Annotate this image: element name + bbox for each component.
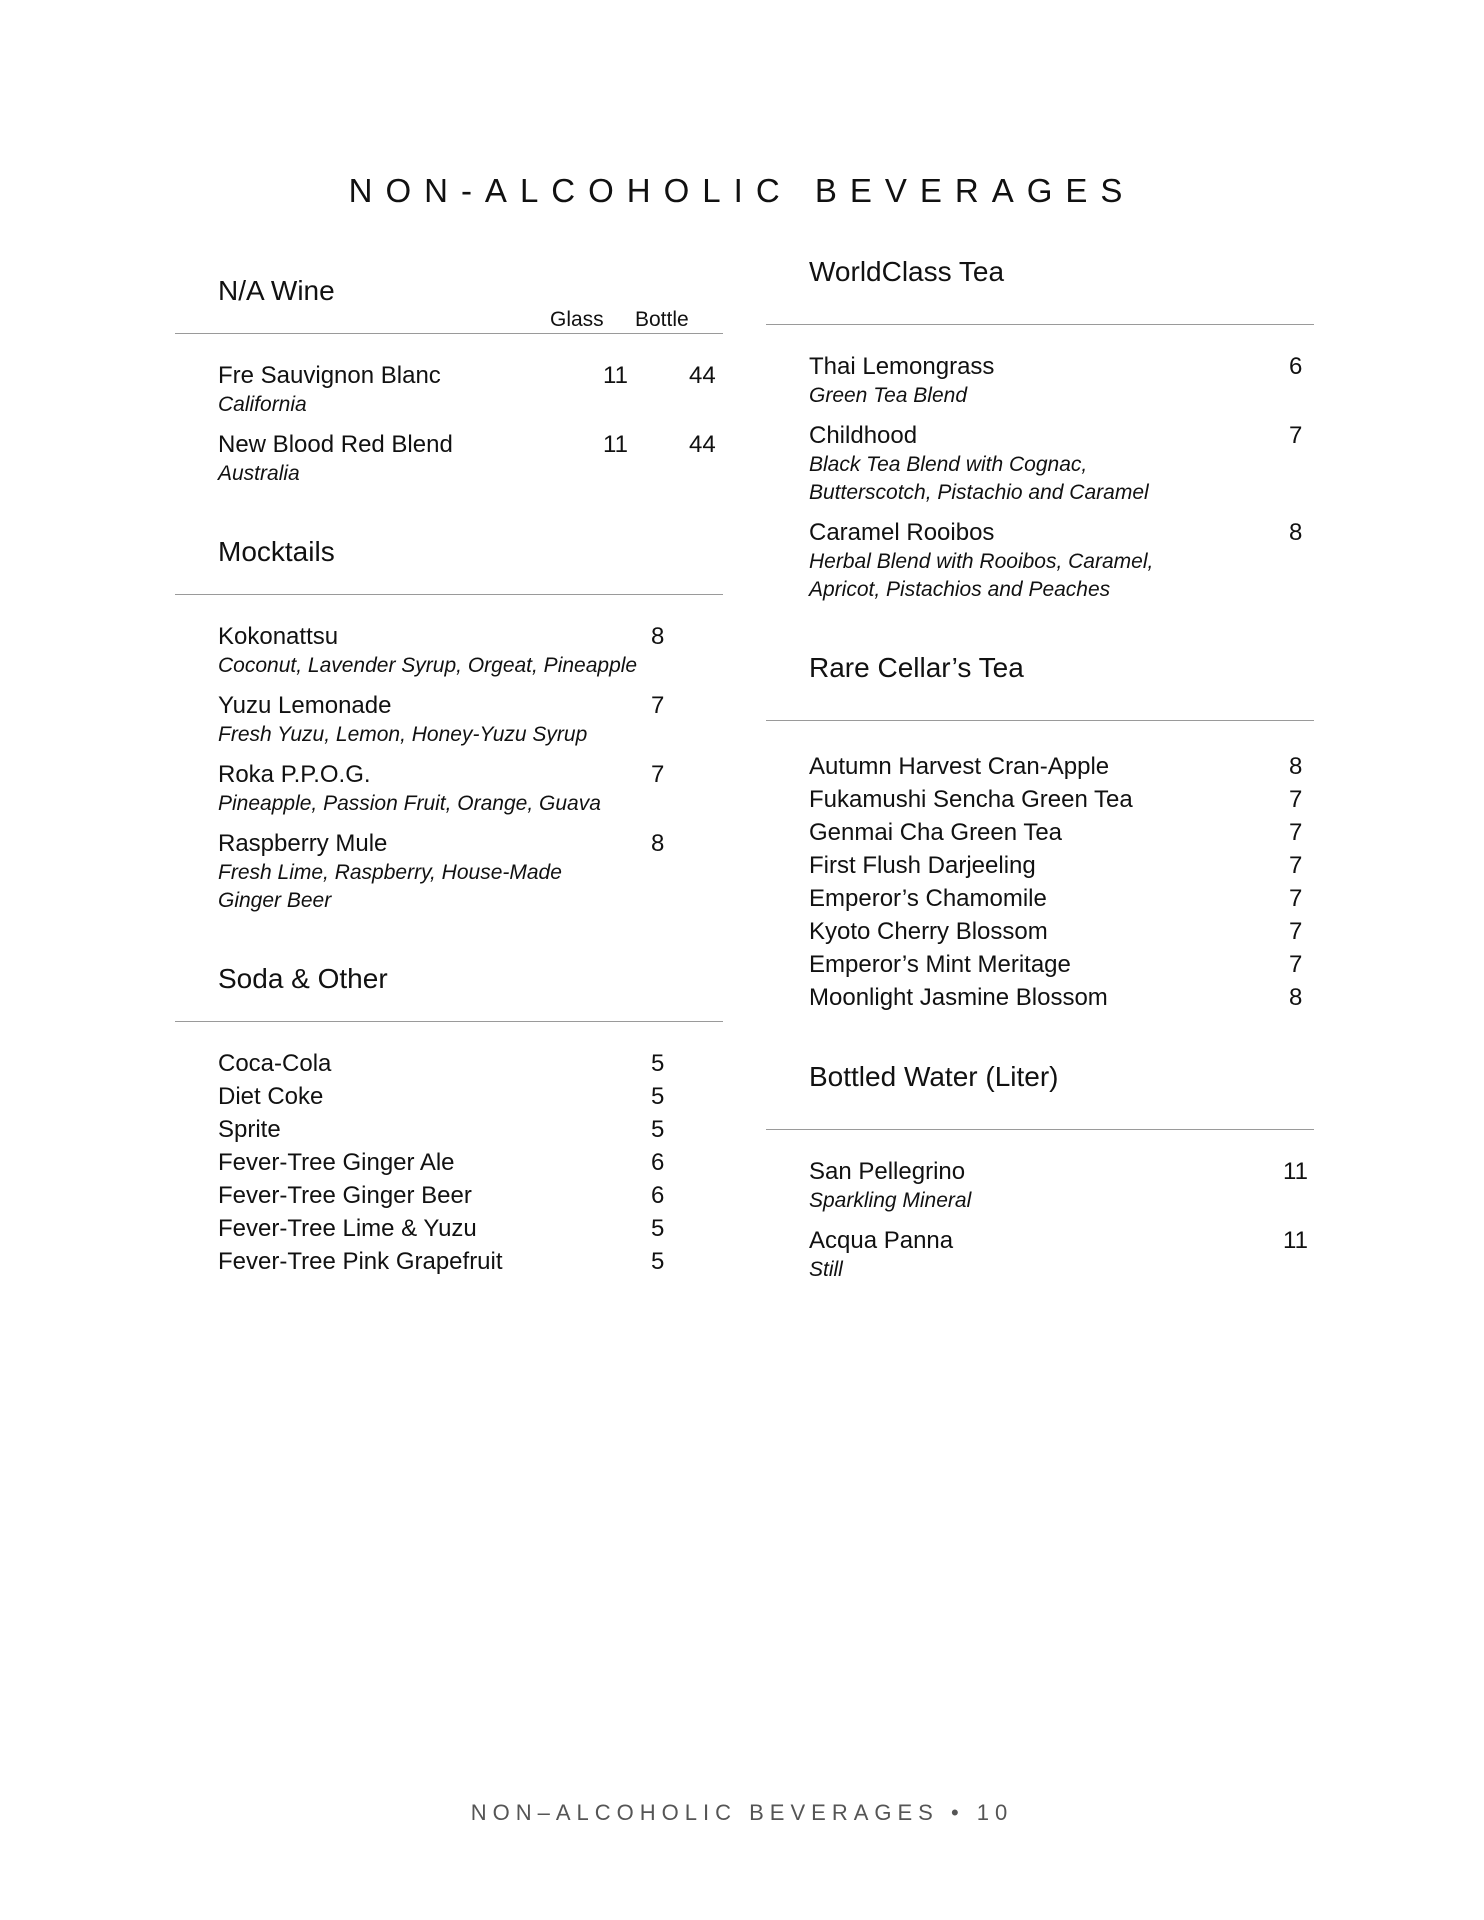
item-name: Kokonattsu — [218, 623, 339, 650]
section-na-wine — [175, 275, 723, 488]
item-description: Green Tea Blend — [809, 384, 968, 407]
soda-item — [218, 1213, 680, 1244]
item-description: Fresh Yuzu, Lemon, Honey-Yuzu Syrup — [218, 723, 588, 746]
wine-item — [218, 429, 716, 488]
section-header — [175, 963, 723, 995]
bottle-column-label: Bottle — [635, 308, 689, 331]
mocktail-item — [218, 621, 680, 680]
mocktail-item — [218, 828, 680, 915]
item-price: 5 — [651, 1248, 665, 1275]
item-description: Sparkling Mineral — [809, 1189, 972, 1212]
item-name: Caramel Rooibos — [809, 519, 995, 546]
left-column — [175, 250, 723, 1279]
section-divider — [175, 1021, 723, 1022]
tea-item — [809, 751, 1303, 782]
section-header — [766, 1061, 1314, 1093]
section-title: Soda & Other — [218, 963, 388, 994]
soda-item — [218, 1246, 680, 1277]
item-price: 6 — [651, 1182, 665, 1209]
wine-list — [175, 360, 723, 488]
glass-price: 11 — [603, 362, 628, 389]
item-name: Genmai Cha Green Tea — [809, 819, 1063, 846]
section-divider — [766, 324, 1314, 325]
wine-item — [218, 360, 716, 419]
bottle-price: 44 — [689, 431, 716, 458]
section-divider — [766, 720, 1314, 721]
water-list — [766, 1156, 1314, 1284]
tea-item — [809, 784, 1303, 815]
item-price: 8 — [651, 623, 665, 650]
item-price: 6 — [651, 1149, 665, 1176]
item-name: First Flush Darjeeling — [809, 852, 1036, 879]
mocktail-list — [175, 621, 723, 915]
section-divider — [766, 1129, 1314, 1130]
tea-item — [809, 883, 1303, 914]
soda-item — [218, 1147, 680, 1178]
page-footer: NON–ALCOHOLIC BEVERAGES • 10 — [470, 1800, 1014, 1825]
section-title: Mocktails — [218, 536, 335, 567]
glass-column-label: Glass — [550, 308, 604, 331]
item-name: Acqua Panna — [809, 1227, 954, 1254]
section-header — [766, 652, 1314, 684]
section-divider — [175, 594, 723, 595]
item-price: 7 — [1289, 852, 1303, 879]
item-name: Fever-Tree Pink Grapefruit — [218, 1248, 503, 1275]
bottle-price: 44 — [689, 362, 716, 389]
soda-list — [175, 1048, 723, 1277]
item-name: Fever-Tree Ginger Ale — [218, 1149, 455, 1176]
tea-item — [809, 351, 1303, 410]
item-name: Sprite — [218, 1116, 281, 1143]
item-price: 8 — [1289, 984, 1303, 1011]
item-name: Diet Coke — [218, 1083, 324, 1110]
section-title: WorldClass Tea — [809, 256, 1005, 287]
item-price: 8 — [651, 830, 665, 857]
tea-item — [809, 916, 1303, 947]
water-item — [809, 1156, 1308, 1215]
item-price: 5 — [651, 1215, 665, 1242]
item-name: Yuzu Lemonade — [218, 692, 392, 719]
soda-item — [218, 1114, 680, 1145]
item-price: 11 — [1283, 1227, 1308, 1254]
item-price: 8 — [1289, 519, 1303, 546]
item-price: 7 — [1289, 951, 1303, 978]
item-description: California — [218, 393, 307, 416]
item-description: Fresh Lime, Raspberry, House-Made Ginger Beer — [218, 861, 562, 912]
item-price: 7 — [1289, 786, 1303, 813]
glass-price: 11 — [603, 431, 628, 458]
item-price: 6 — [1289, 353, 1303, 380]
item-name: New Blood Red Blend — [218, 431, 453, 458]
item-description: Black Tea Blend with Cognac, Butterscotch, Pistachio and Caramel — [809, 453, 1149, 504]
page-title: NON-ALCOHOLIC BEVERAGES — [348, 172, 1136, 209]
tea-item — [809, 517, 1303, 604]
mocktail-item — [218, 690, 680, 749]
item-name: Emperor’s Mint Meritage — [809, 951, 1071, 978]
item-name: Fre Sauvignon Blanc — [218, 362, 441, 389]
item-price: 7 — [651, 761, 665, 788]
item-price: 7 — [1289, 819, 1303, 846]
item-price: 8 — [1289, 753, 1303, 780]
tea-item — [809, 420, 1303, 507]
section-bottled-water — [766, 1061, 1314, 1284]
section-rare-cellar-tea — [766, 652, 1314, 1013]
item-name: Autumn Harvest Cran-Apple — [809, 753, 1110, 780]
item-name: Fever-Tree Ginger Beer — [218, 1182, 472, 1209]
soda-item — [218, 1048, 680, 1079]
tea-item — [809, 850, 1303, 881]
section-divider — [175, 333, 723, 334]
item-description: Pineapple, Passion Fruit, Orange, Guava — [218, 792, 601, 815]
item-price: 7 — [1289, 885, 1303, 912]
water-item — [809, 1225, 1308, 1284]
soda-item — [218, 1081, 680, 1112]
item-name: Thai Lemongrass — [809, 353, 995, 380]
section-title: Bottled Water (Liter) — [809, 1061, 1059, 1092]
worldclass-tea-list — [766, 351, 1314, 604]
item-price: 5 — [651, 1083, 665, 1110]
item-description: Still — [809, 1258, 843, 1281]
item-description: Australia — [218, 462, 300, 485]
section-mocktails — [175, 536, 723, 915]
item-name: Coca-Cola — [218, 1050, 332, 1077]
section-header — [175, 275, 723, 331]
section-worldclass-tea — [766, 256, 1314, 604]
tea-item — [809, 817, 1303, 848]
item-price: 11 — [1283, 1158, 1308, 1185]
section-title: N/A Wine — [218, 275, 335, 306]
item-name: San Pellegrino — [809, 1158, 966, 1185]
section-header — [766, 256, 1314, 288]
section-title: Rare Cellar’s Tea — [809, 652, 1024, 683]
item-description: Coconut, Lavender Syrup, Orgeat, Pineapple — [218, 654, 638, 677]
soda-item — [218, 1180, 680, 1211]
item-name: Emperor’s Chamomile — [809, 885, 1047, 912]
item-name: Fever-Tree Lime & Yuzu — [218, 1215, 477, 1242]
item-name: Moonlight Jasmine Blossom — [809, 984, 1108, 1011]
item-name: Childhood — [809, 422, 918, 449]
item-price: 7 — [651, 692, 665, 719]
rare-tea-list — [766, 751, 1314, 1013]
item-description: Herbal Blend with Rooibos, Caramel, Apricot, Pistachios and Peaches — [809, 550, 1154, 601]
tea-item — [809, 949, 1303, 980]
item-name: Kyoto Cherry Blossom — [809, 918, 1048, 945]
right-column — [766, 250, 1314, 1294]
item-price: 7 — [1289, 422, 1303, 449]
item-price: 7 — [1289, 918, 1303, 945]
tea-item — [809, 982, 1303, 1013]
section-soda — [175, 963, 723, 1277]
item-name: Raspberry Mule — [218, 830, 388, 857]
item-price: 5 — [651, 1050, 665, 1077]
item-price: 5 — [651, 1116, 665, 1143]
item-name: Fukamushi Sencha Green Tea — [809, 786, 1133, 813]
section-header — [175, 536, 723, 568]
item-name: Roka P.P.O.G. — [218, 761, 371, 788]
mocktail-item — [218, 759, 680, 818]
